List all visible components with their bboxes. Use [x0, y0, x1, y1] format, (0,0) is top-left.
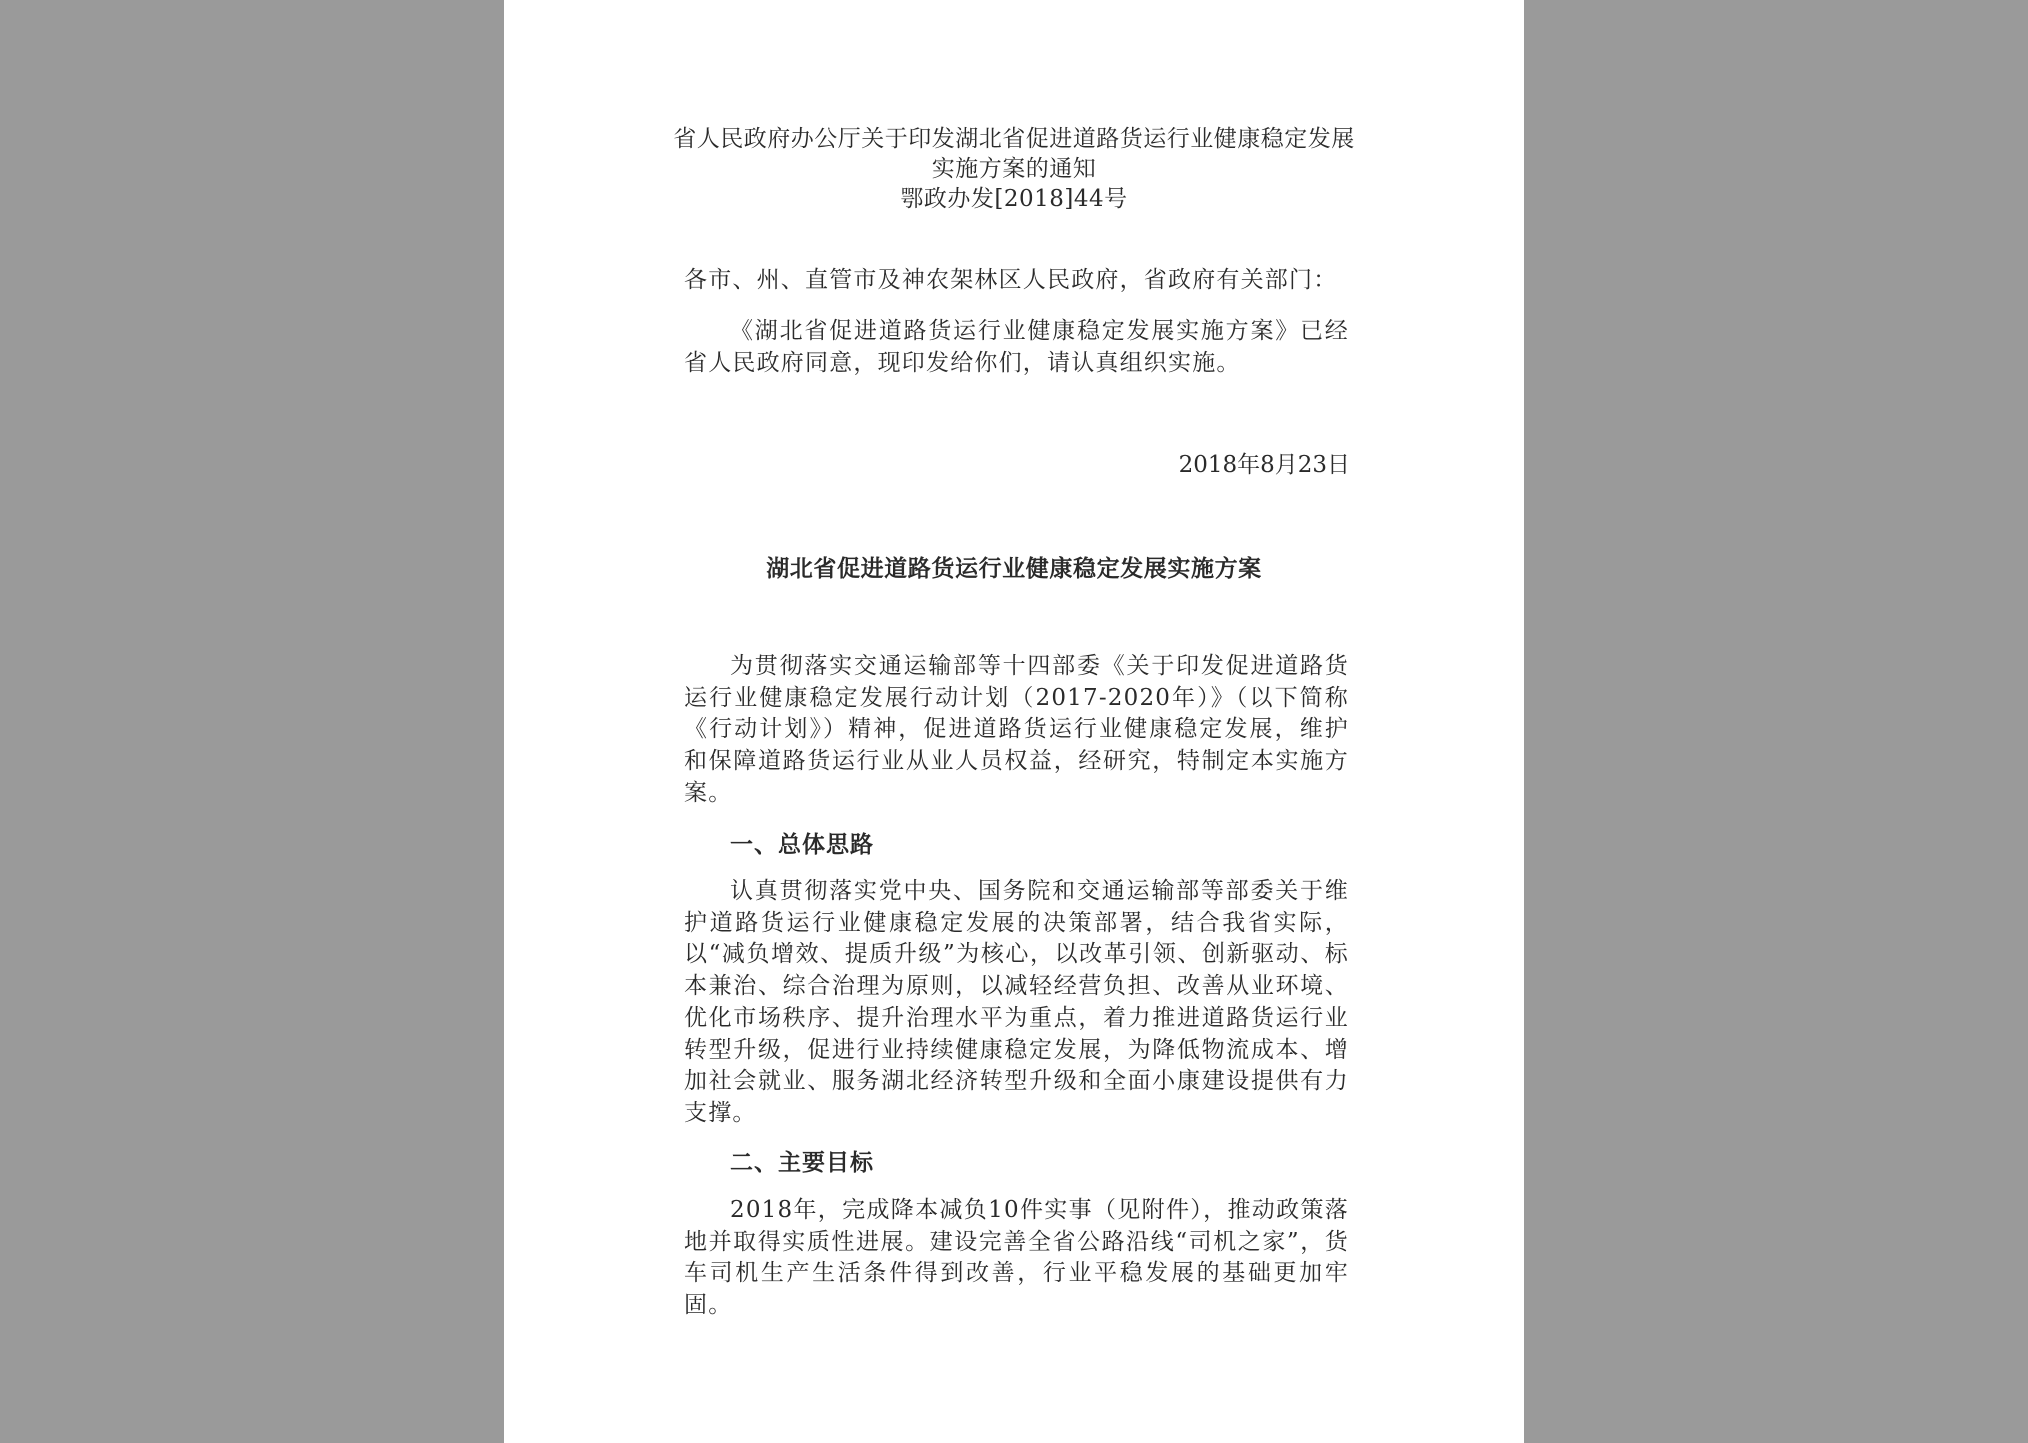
section2-text: 2018年，完成降本减负10件实事（见附件），推动政策落地并取得实质性进展。建设完善全省公路沿线“司机之家”，货车司机生产生活条件得到改善，行业平稳发展的基础更加牢固。: [684, 1197, 1349, 1319]
section1-heading: 一、总体思路: [730, 832, 874, 858]
document-number: 鄂政办发[2018]44号: [900, 186, 1128, 212]
section2-heading: 二、主要目标: [730, 1150, 874, 1176]
notice-paragraph: 《湖北省促进道路货运行业健康稳定发展实施方案》已经省人民政府同意，现印发给你们，请认真组织实施。: [684, 318, 1349, 376]
salutation: 各市、州、直管市及神农架林区人民政府，省政府有关部门：: [684, 267, 1338, 293]
section1-text: 认真贯彻落实党中央、国务院和交通运输部等部委关于维护道路货运行业健康稳定发展的决策部署，结合我省实际，以“减负增效、提质升级”为核心，以改革引领、创新驱动、标本兼治、综合治理为原则，以减轻经营负担、改善从业环境、优化市场秩序、提升治理水平为重点，着力推进道路货运行业转型升级，促进行业持续健康稳定发展，为降低物流成本、增加社会就业、服务湖北经济转型升级和全面小康建设提供有力支撑。: [684, 878, 1349, 1126]
document-page: [504, 0, 1524, 1443]
issue-date: 2018年8月23日: [1178, 452, 1350, 478]
notice-title-line1: 省人民政府办公厅关于印发湖北省促进道路货运行业健康稳定发展: [673, 126, 1355, 152]
plan-title: 湖北省促进道路货运行业健康稳定发展实施方案: [766, 556, 1262, 582]
notice-title-line2: 实施方案的通知: [931, 156, 1097, 182]
intro-paragraph: 为贯彻落实交通运输部等十四部委《关于印发促进道路货运行业健康稳定发展行动计划（2017-2020年）》（以下简称《行动计划》）精神，促进道路货运行业健康稳定发展，维护和保障道路货运行业从业人员权益，经研究，特制定本实施方案。: [684, 653, 1349, 806]
